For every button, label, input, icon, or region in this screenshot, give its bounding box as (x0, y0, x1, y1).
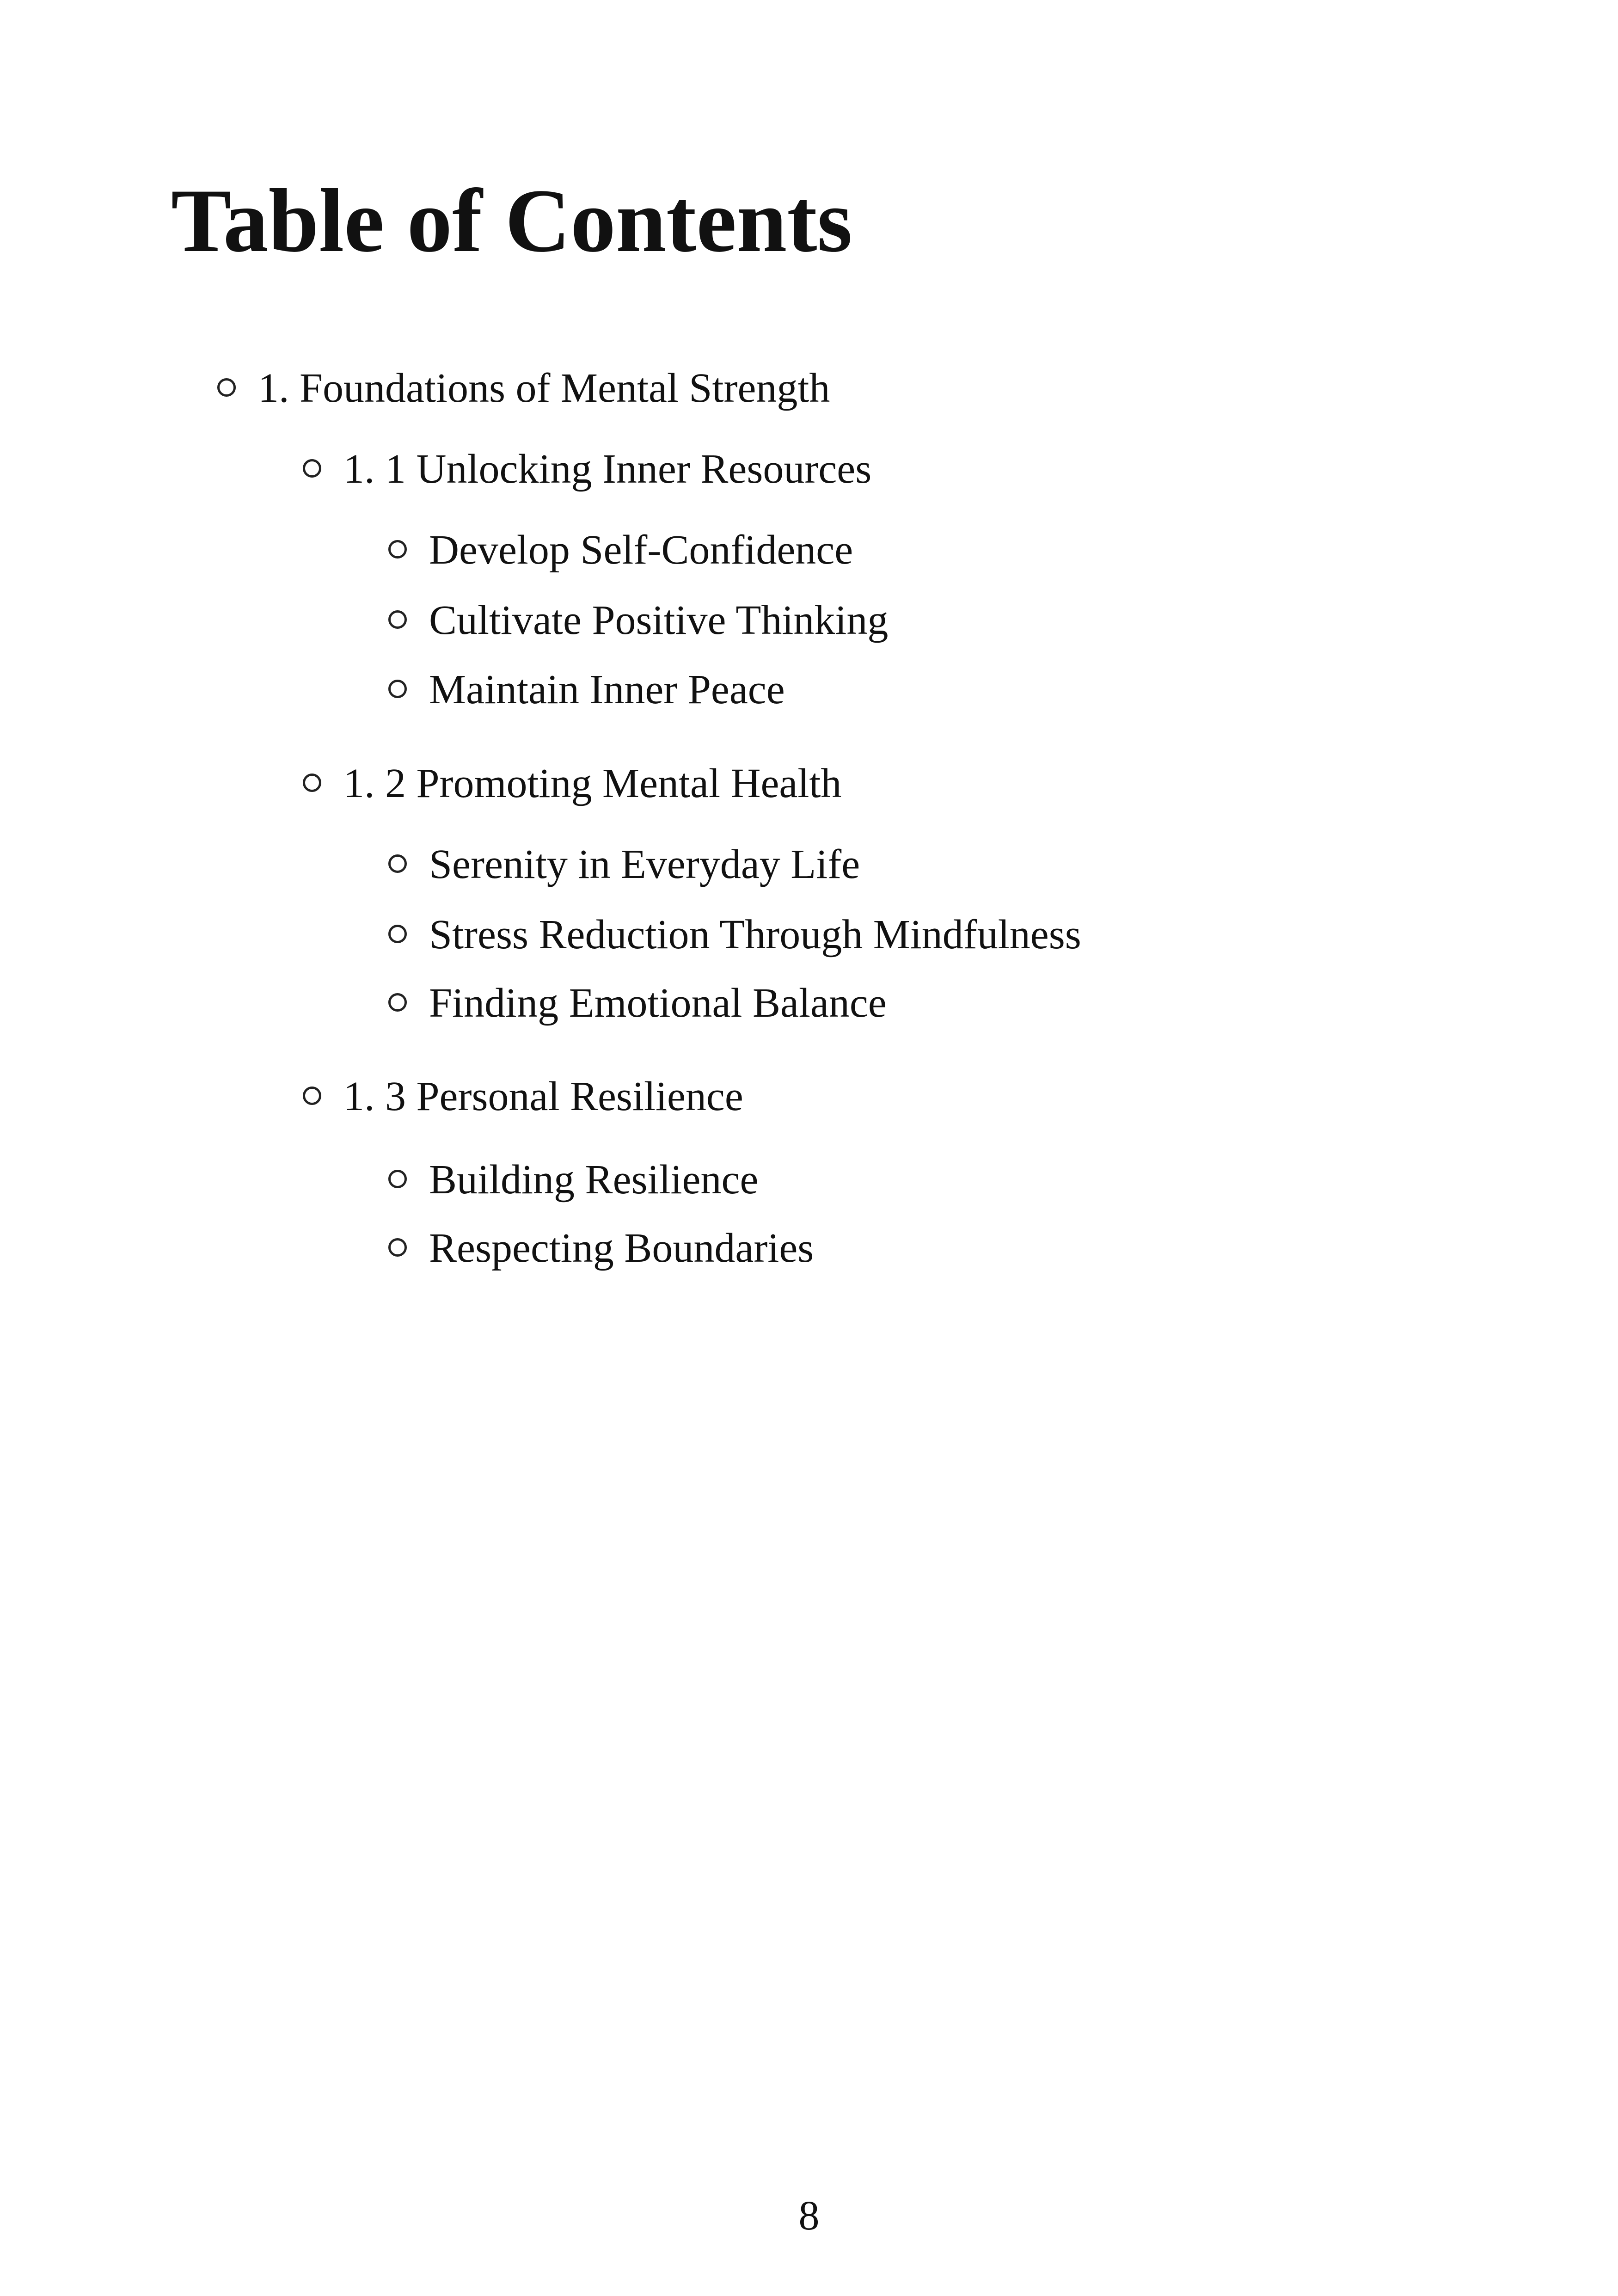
circle-bullet-icon (217, 378, 236, 397)
toc-item-entry[interactable] (388, 1159, 758, 1201)
circle-bullet-icon (303, 459, 321, 478)
toc-section-entry[interactable] (303, 1076, 743, 1117)
toc-item-entry[interactable] (388, 914, 1081, 956)
toc-section-label: 1. 1 Unlocking Inner Resources (343, 446, 872, 492)
toc-item-entry[interactable] (388, 597, 889, 643)
toc-item-entry[interactable] (388, 1225, 814, 1271)
circle-bullet-icon (388, 854, 407, 873)
toc-section-label: 1. 2 Promoting Mental Health (343, 761, 842, 806)
toc-item-label: Finding Emotional Balance (429, 980, 887, 1026)
toc-section-entry[interactable] (303, 448, 871, 490)
toc-section-entry[interactable] (303, 763, 841, 804)
toc-item-label: Stress Reduction Through Mindfulness (429, 912, 1081, 958)
circle-bullet-icon (388, 1170, 407, 1188)
page-title: Table of Contents (171, 171, 852, 271)
toc-item-label: Develop Self-Confidence (429, 527, 853, 573)
toc-item-entry[interactable] (388, 982, 887, 1024)
circle-bullet-icon (388, 680, 407, 698)
toc-chapter-entry[interactable] (217, 365, 830, 411)
circle-bullet-icon (303, 774, 321, 792)
toc-item-entry[interactable] (388, 841, 860, 887)
circle-bullet-icon (303, 1087, 321, 1105)
page-number: 8 (798, 2193, 820, 2239)
toc-item-label: Cultivate Positive Thinking (429, 597, 889, 643)
circle-bullet-icon (388, 1238, 407, 1257)
toc-item-label: Building Resilience (429, 1157, 759, 1203)
toc-item-entry[interactable] (388, 669, 785, 711)
toc-section-label: 1. 3 Personal Resilience (343, 1074, 743, 1119)
circle-bullet-icon (388, 610, 407, 629)
toc-item-label: Respecting Boundaries (429, 1225, 814, 1271)
toc-item-label: Serenity in Everyday Life (429, 841, 860, 887)
toc-item-entry[interactable] (388, 529, 853, 571)
toc-item-label: Maintain Inner Peace (429, 667, 785, 712)
toc-chapter-label: 1. Foundations of Mental Strength (258, 365, 830, 411)
circle-bullet-icon (388, 540, 407, 559)
circle-bullet-icon (388, 925, 407, 943)
circle-bullet-icon (388, 993, 407, 1012)
